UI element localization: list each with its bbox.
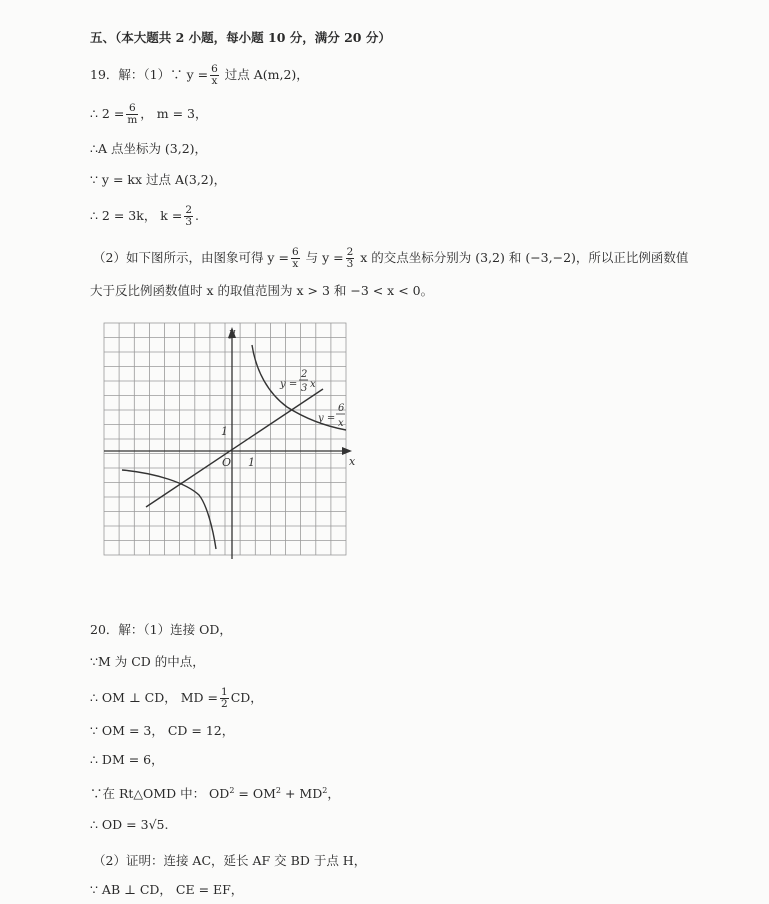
origin-label: O xyxy=(222,456,232,469)
exponent: 2 xyxy=(229,786,235,795)
section-title: 五、（本大题共 2 小题，每小题 10 分，满分 20 分） xyxy=(90,30,391,45)
q19-line-3: ∴A 点坐标为 (3,2)， xyxy=(90,141,208,156)
line-label xyxy=(279,369,316,394)
exponent: 2 xyxy=(275,786,281,795)
fraction-denominator: m xyxy=(127,114,138,126)
q19-part2-line-2: 大于反比例函数值时 x 的取值范围为 x > 3 和 −3 < x < 0。 xyxy=(90,283,434,298)
q19-line-1-suffix: 过点 A(m,2)， xyxy=(220,67,309,82)
fraction xyxy=(220,687,229,710)
fraction-denominator: 2 xyxy=(221,698,228,710)
fraction-denominator: 3 xyxy=(346,258,354,270)
fraction xyxy=(291,247,300,270)
hyperbola-branch-2 xyxy=(122,470,216,549)
q20-part2-line-1: （2）证明：连接 AC，延长 AF 交 BD 于点 H， xyxy=(93,853,367,868)
q20-line-6 xyxy=(90,783,340,802)
line-label-prefix: y = xyxy=(280,379,298,390)
fraction xyxy=(126,103,138,126)
q20-line-5: ∴ DM = 6， xyxy=(90,752,164,767)
q20-line-3-prefix: ∴ OM ⊥ CD， MD = xyxy=(90,690,219,705)
q20-line-7-prefix: ∴ OD = 3 xyxy=(90,817,149,832)
q19-line-2-prefix: ∴ 2 = xyxy=(90,106,125,121)
hyperbola-label-prefix: y = xyxy=(318,413,336,424)
fraction xyxy=(184,205,193,228)
hyperbola-label-numerator: 6 xyxy=(338,403,345,414)
q20-line-3-suffix: CD， xyxy=(230,690,263,705)
exponent: 2 xyxy=(322,786,328,795)
q19-part2-mid: 与 y = xyxy=(301,250,344,265)
fraction-numerator: 2 xyxy=(346,246,354,258)
q19-part2-prefix: （2）如下图所示，由图象可得 y = xyxy=(93,250,289,265)
q20-line-1: 20．解：（1）连接 OD， xyxy=(90,622,232,637)
curves xyxy=(122,345,346,549)
q20-line-4: ∵ OM = 3， CD = 12， xyxy=(90,723,235,738)
proportional-line xyxy=(146,389,323,507)
q19-part2-suffix: x 的交点坐标分别为 (3,2) 和 (−3,−2)，所以正比例函数值 xyxy=(356,250,689,265)
q19-line-1 xyxy=(90,64,309,87)
y-axis-label: y xyxy=(229,326,236,339)
fraction-numerator: 6 xyxy=(126,103,138,115)
line-label-denominator: 3 xyxy=(301,383,308,394)
q20-line-7 xyxy=(90,817,168,833)
q19-line-2 xyxy=(90,103,208,126)
fraction-numerator: 6 xyxy=(211,63,218,75)
q19-line-5 xyxy=(90,205,199,228)
q19-line-5-prefix: ∴ 2 = 3k， k = xyxy=(90,208,183,223)
q20-part2-line-2: ∵ AB ⊥ CD， CE = EF， xyxy=(90,882,244,897)
q19-line-4: ∵ y = kx 过点 A(3,2)， xyxy=(90,172,227,187)
q19-part2-line-1 xyxy=(93,247,688,270)
function-graph xyxy=(104,323,356,559)
q20-line-2: ∵M 为 CD 的中点， xyxy=(90,654,205,669)
q20-line-6-suffix: ， xyxy=(327,786,340,802)
fraction-numerator: 6 xyxy=(291,246,299,258)
square-root: √5 xyxy=(148,817,165,832)
fraction-denominator: 3 xyxy=(185,216,193,228)
q20-line-6-mid: = OM xyxy=(234,786,276,802)
line-label-numerator: 2 xyxy=(301,369,308,380)
q20-line-6-mid2: + MD xyxy=(280,786,323,802)
q19-line-2-suffix: ， m = 3， xyxy=(140,106,208,121)
fraction xyxy=(210,64,219,87)
axes xyxy=(104,327,352,559)
x-axis-label: x xyxy=(349,455,356,468)
q20-line-6-prefix: ∵在 Rt△OMD 中： OD xyxy=(90,786,230,802)
grid xyxy=(104,323,346,555)
x-tick-label: 1 xyxy=(248,456,255,469)
q20-line-7-suffix: . xyxy=(164,817,169,832)
hyperbola-label-denominator: x xyxy=(338,418,344,429)
fraction-denominator: x xyxy=(211,75,218,87)
x-axis-arrow xyxy=(342,447,352,455)
q19-line-1-prefix: 19．解：（1）∵ y = xyxy=(90,67,209,82)
fraction-denominator: x xyxy=(292,258,299,270)
line-label-variable: x xyxy=(310,379,316,390)
q19-line-5-suffix: . xyxy=(195,208,199,223)
fraction-numerator: 1 xyxy=(221,686,228,698)
q20-line-3 xyxy=(90,687,263,710)
fraction-numerator: 2 xyxy=(185,204,193,216)
y-tick-label: 1 xyxy=(221,425,228,438)
fraction xyxy=(346,247,355,270)
